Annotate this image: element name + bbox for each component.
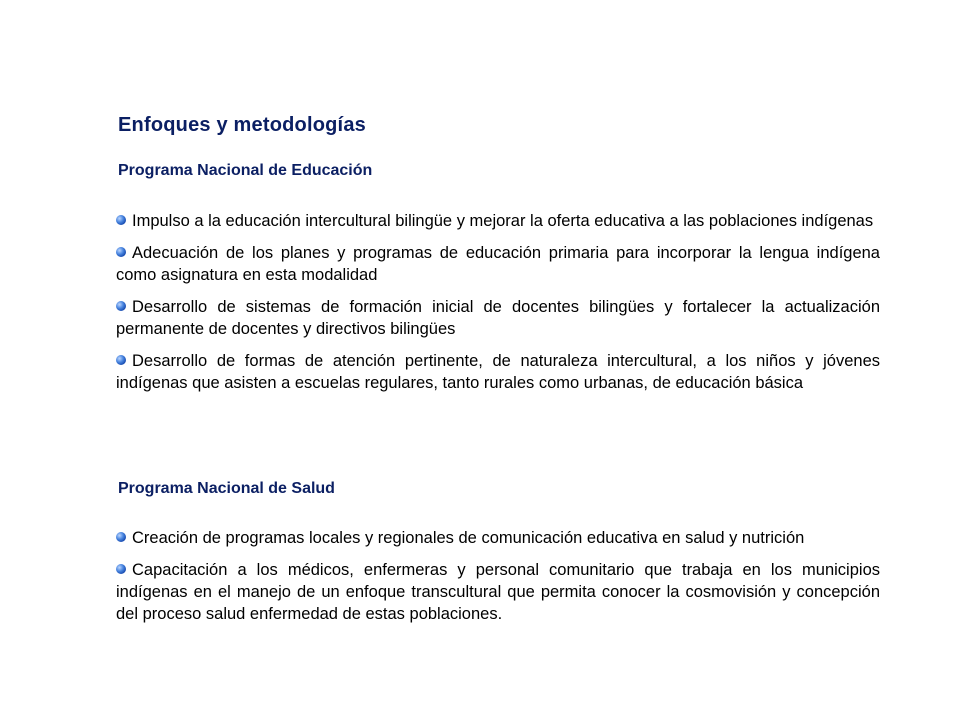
bullet-icon <box>116 355 126 365</box>
list-item <box>116 296 880 340</box>
bullet-list-educacion <box>116 210 880 404</box>
bullet-icon <box>116 247 126 257</box>
bullet-icon <box>116 564 126 574</box>
list-item-text: Creación de programas locales y regionales de comunicación educativa en salud y nutrición <box>132 529 805 547</box>
section-heading-educacion: Programa Nacional de Educación <box>118 162 373 179</box>
list-item-text: Capacitación a los médicos, enfermeras y personal comunitario que trabaja en los municipios indígenas en el manejo de un enfoque transcultural que permita conocer la cosmovisión y concepción del proceso salud enfermedad de estas poblaciones. <box>116 561 880 623</box>
list-item-text: Desarrollo de formas de atención pertinente, de naturaleza intercultural, a los niños y jóvenes indígenas que asisten a escuelas regulares, tanto rurales como urbanas, de educación básica <box>116 352 880 392</box>
list-item <box>116 242 880 286</box>
bullet-list-salud <box>116 527 880 635</box>
list-item-text: Adecuación de los planes y programas de educación primaria para incorporar la lengua indígena como asignatura en esta modalidad <box>116 244 880 284</box>
bullet-icon <box>116 301 126 311</box>
bullet-icon <box>116 532 126 542</box>
section-heading-salud: Programa Nacional de Salud <box>118 480 335 497</box>
list-item <box>116 527 880 549</box>
list-item-text: Desarrollo de sistemas de formación inicial de docentes bilingües y fortalecer la actualización permanente de docentes y directivos bilingües <box>116 298 880 338</box>
slide-title: Enfoques y metodologías <box>118 114 366 136</box>
list-item <box>116 210 880 232</box>
list-item-text: Impulso a la educación intercultural bilingüe y mejorar la oferta educativa a las poblaciones indígenas <box>132 212 874 230</box>
list-item <box>116 559 880 625</box>
list-item <box>116 350 880 394</box>
bullet-icon <box>116 215 126 225</box>
